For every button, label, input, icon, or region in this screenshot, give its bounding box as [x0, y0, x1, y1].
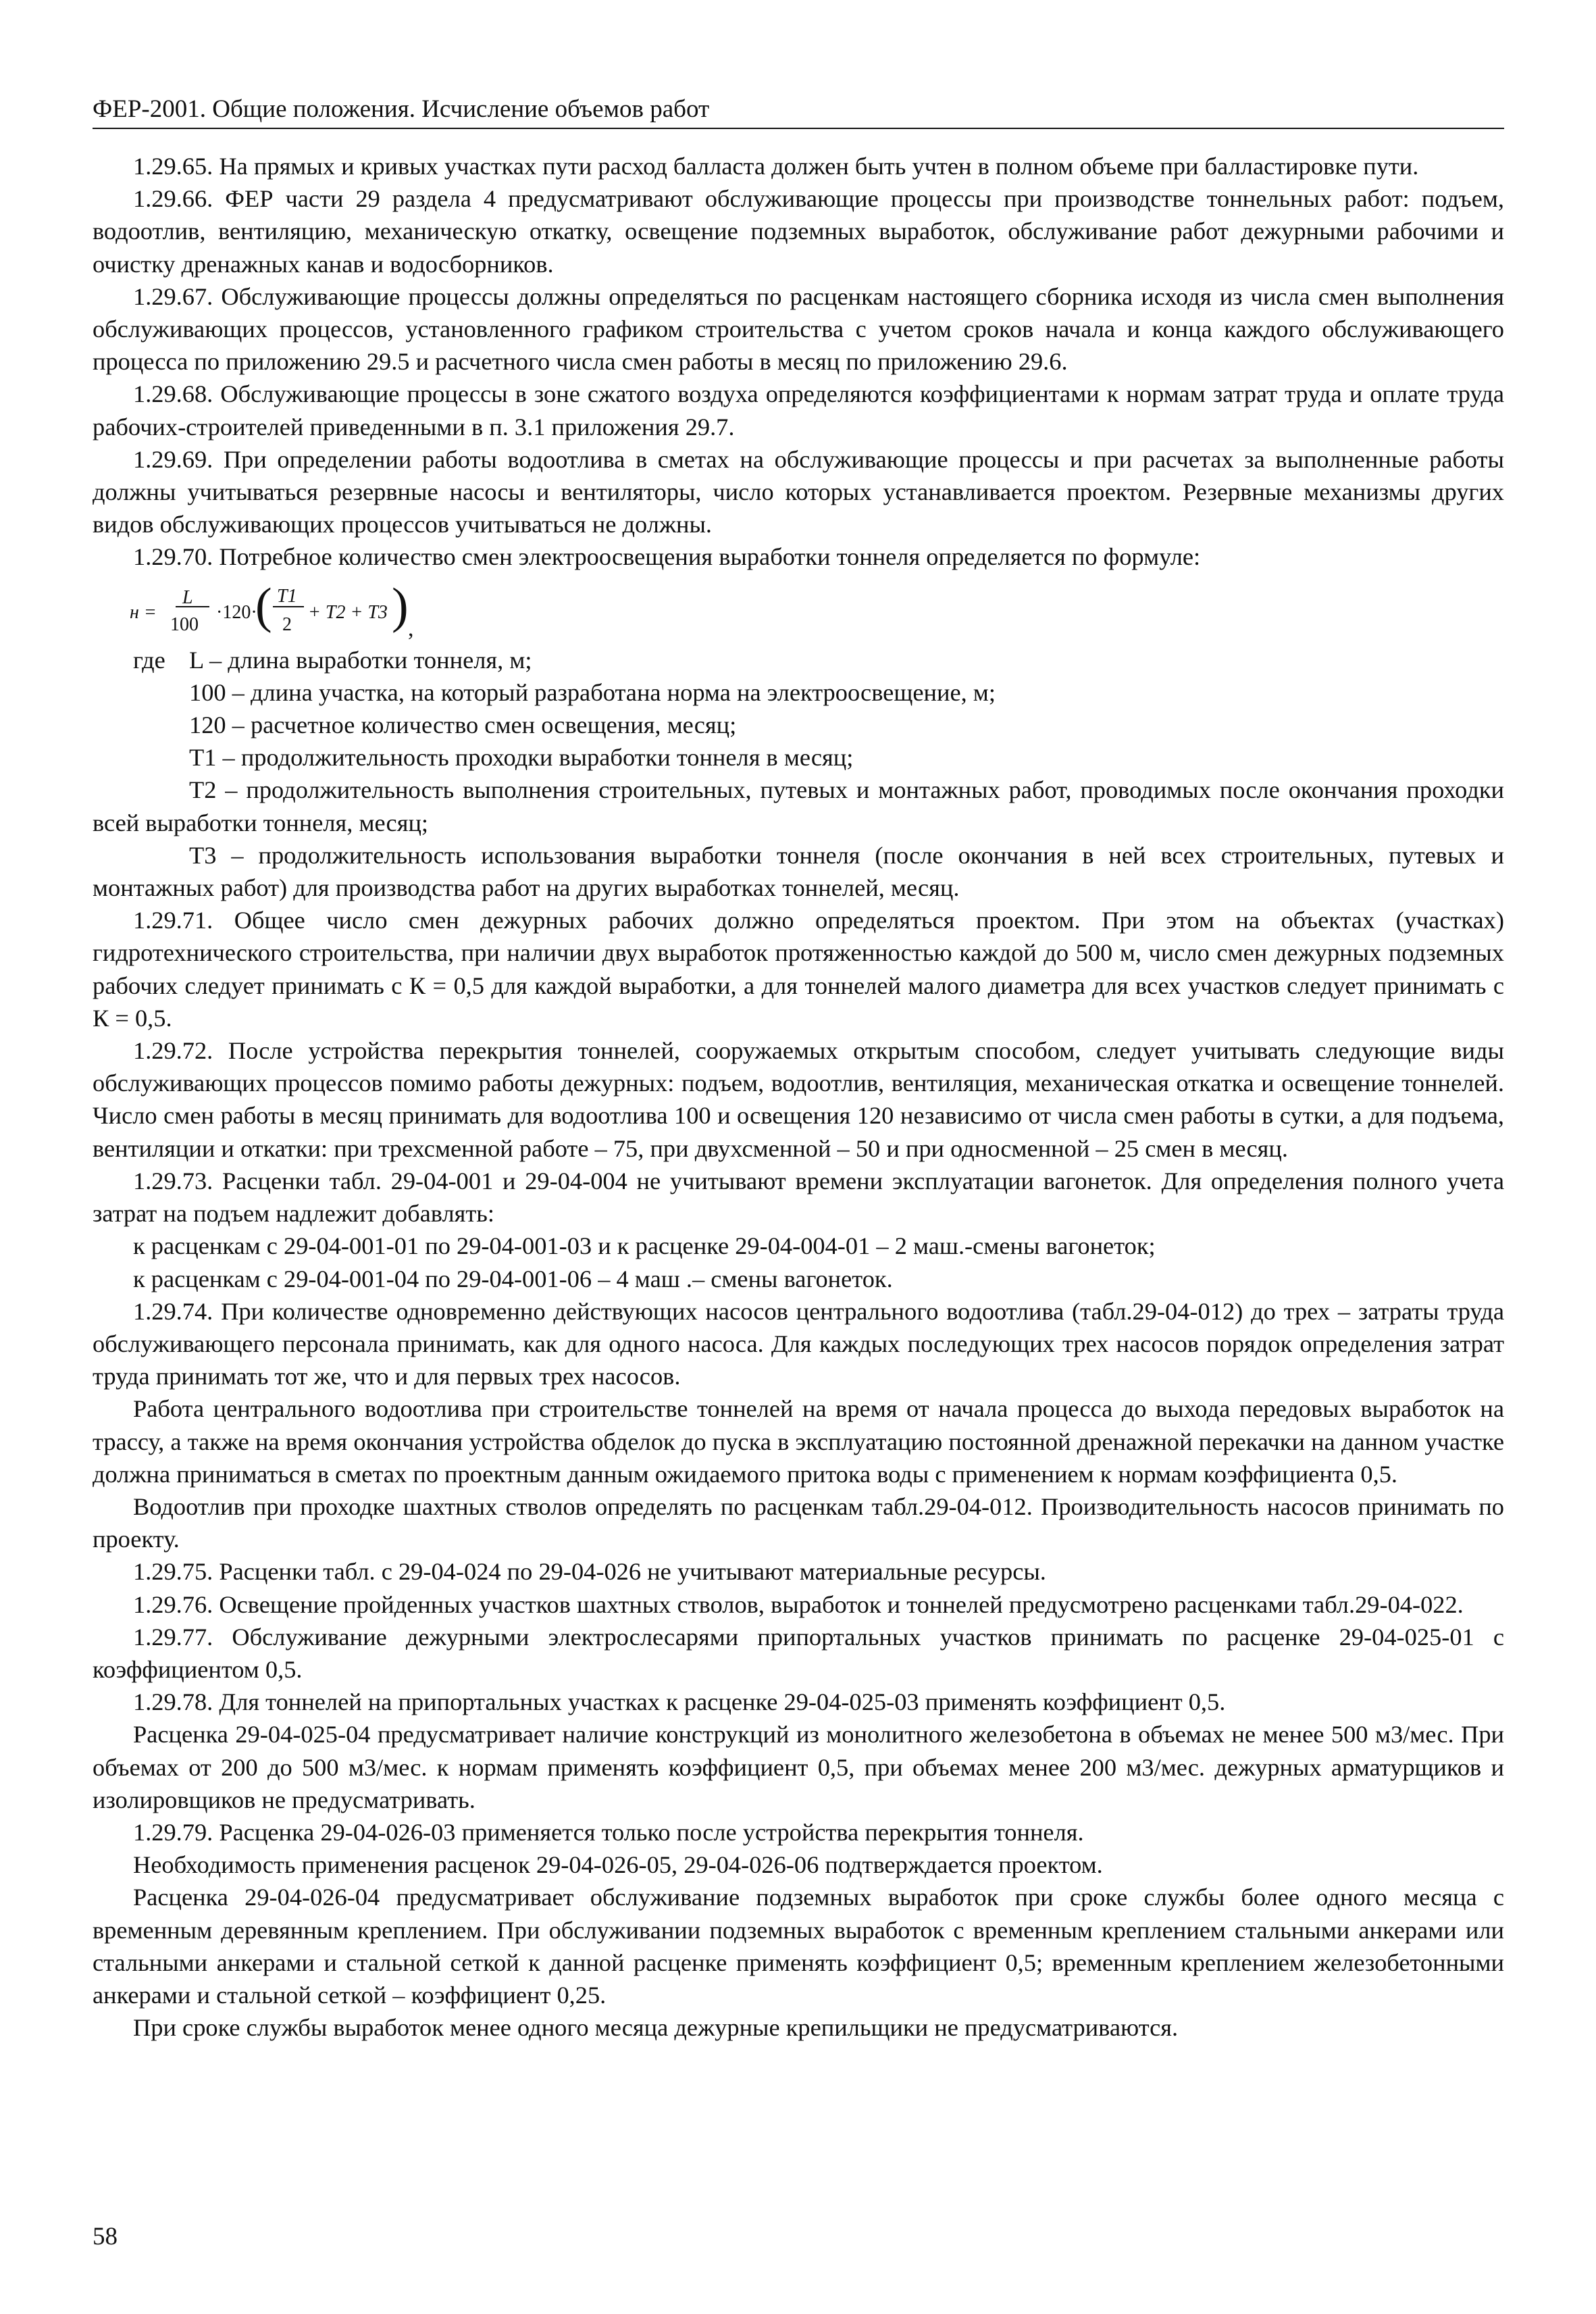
- paragraph: 1.29.72. После устройства перекрытия тоннелей, сооружаемых открытым способом, следует учитывать следующие виды обслуживающих процессов помимо работы дежурных: подъем, водоотлив, вентиляция, механическая откатка и освещение тоннелей. Число смен работы в месяц принимать для водоотлива 100 и освещения 120 независимо от числа смен работы в сутки, а для подъема, вентиляции и откатки: при трехсменной работе – 75, при двухсменной – 50 и при односменной – 25 смен в месяц.: [93, 1037, 1504, 1162]
- paragraph: 1.29.68. Обслуживающие процессы в зоне сжатого воздуха определяются коэффициентами к нормам затрат труда и оплате труда рабочих-строителей приведенными в п. 3.1 приложения 29.7.: [93, 380, 1504, 441]
- formula-two: 2: [282, 613, 292, 635]
- paragraph: 1.29.71. Общее число смен дежурных рабочих должно определяться проектом. При этом на объектах (участках) гидротехнического строительства, при наличии двух выработок протяженностью каждой до 500 м, число смен дежурных подземных рабочих следует принимать с К = 0,5 для каждой выработки, а для тоннелей малого диаметра для всех участков следует принимать с К = 0,5.: [93, 907, 1504, 1032]
- definition-item: T1 – продолжительность проходки выработки тоннеля в месяц;: [189, 744, 854, 772]
- paragraph: 1.29.69. При определении работы водоотлива в сметах на обслуживающие процессы и при расчетах за выполненные работы должны учитываться резервные насосы и вентиляторы, число которых устанавливается проектом. Резервные механизмы других видов обслуживающих процессов учитываться не должны.: [93, 445, 1504, 538]
- definition-item: L – длина выработки тоннеля, м;: [189, 646, 532, 674]
- paragraph: 1.29.75. Расценки табл. с 29-04-024 по 29-04-026 не учитывают материальные ресурсы.: [133, 1558, 1046, 1586]
- fraction-bar: [176, 606, 209, 607]
- formula-lhs: н =: [130, 601, 157, 623]
- definition-item: 120 – расчетное количество смен освещения, месяц;: [189, 711, 737, 739]
- paragraph: к расценкам с 29-04-001-04 по 29-04-001-06 – 4 маш .– смены вагонеток.: [133, 1265, 893, 1292]
- definition-item: T2 – продолжительность выполнения строительных, путевых и монтажных работ, проводимых после окончания проходки всей выработки тоннеля, месяц;: [93, 776, 1504, 836]
- formula-tail: + T2 + T3: [308, 601, 388, 623]
- document-body: [93, 150, 1504, 2044]
- paragraph: Водоотлив при проходке шахтных стволов определять по расценкам табл.29-04-012. Производительность насосов принимать по проекту.: [93, 1492, 1504, 1553]
- right-paren: ): [392, 578, 409, 634]
- formula-t1: T1: [277, 585, 297, 607]
- fraction-bar: [273, 606, 304, 607]
- paragraph: Работа центрального водоотлива при строительстве тоннелей на время от начала процесса до выхода передовых выработок на трассу, а также на время окончания устройства обделок до пуска в эксплуатацию постоянной дренажной перекачки на данном участке должна приниматься в сметах по проектным данным ожидаемого притока воды с применением к нормам коэффициента 0,5.: [93, 1395, 1504, 1488]
- definitions-block: [93, 644, 1504, 676]
- formula-comma: ,: [408, 615, 414, 641]
- definition-item: T3 – продолжительность использования выработки тоннеля (после окончания в ней всех строительных, путевых и монтажных работ) для производства работ на других выработках тоннелей, месяц.: [93, 841, 1504, 902]
- paragraph: 1.29.77. Обслуживание дежурными электрослесарями припортальных участков принимать по расценке 29-04-025-01 с коэффициентом 0,5.: [93, 1623, 1504, 1683]
- paragraph: 1.29.65. На прямых и кривых участках пути расход балласта должен быть учтен в полном объеме при балластировке пути.: [133, 153, 1419, 180]
- paragraph: При сроке службы выработок менее одного месяца дежурные крепильщики не предусматриваются.: [133, 2014, 1179, 2042]
- where-label: где: [133, 646, 165, 674]
- paragraph: 1.29.73. Расценки табл. 29-04-001 и 29-04-004 не учитывают времени эксплуатации вагонеток. Для определения полного учета затрат на подъем надлежит добавлять:: [93, 1167, 1504, 1228]
- paragraph: 1.29.67. Обслуживающие процессы должны определяться по расценкам настоящего сборника исходя из числа смен выполнения обслуживающих процессов, установленного графиком строительства с учетом сроков начала и конца каждого обслуживающего процесса по приложению 29.5 и расчетного числа смен работы в месяц по приложению 29.6.: [93, 282, 1504, 376]
- page-number: 58: [93, 2223, 118, 2250]
- paragraph: Расценка 29-04-026-04 предусматривает обслуживание подземных выработок при сроке службы более одного месяца с временным деревянным креплением. При обслуживании подземных выработок с временным креплением стальными анкерами или стальными анкерами и стальной сеткой к данной расценке применять коэффициент 0,5; временным креплением железобетонными анкерами и стальной сеткой – коэффициент 0,25.: [93, 1884, 1504, 2009]
- page-header: ФЕР-2001. Общие положения. Исчисление объемов работ: [93, 94, 1504, 129]
- formula: [130, 578, 1504, 643]
- definition-item: 100 – длина участка, на который разработана норма на электроосвещение, м;: [189, 678, 996, 706]
- paragraph: 1.29.78. Для тоннелей на припортальных участках к расценке 29-04-025-03 применять коэффициент 0,5.: [133, 1688, 1226, 1716]
- paragraph: Необходимость применения расценок 29-04-026-05, 29-04-026-06 подтверждается проектом.: [133, 1851, 1103, 1879]
- paragraph: 1.29.74. При количестве одновременно действующих насосов центрального водоотлива (табл.29-04-012) до трех – затраты труда обслуживающего персонала принимать, как для одного насоса. Для каждых последующих трех насосов порядок определения затрат труда принимать тот же, что и для первых трех насосов.: [93, 1297, 1504, 1390]
- paragraph: к расценкам с 29-04-001-01 по 29-04-001-03 и к расценке 29-04-004-01 – 2 маш.-смены вагонеток;: [133, 1232, 1156, 1260]
- formula-numerator: L: [182, 586, 193, 608]
- formula-denominator: 100: [170, 613, 199, 635]
- paragraph: 1.29.70. Потребное количество смен электроосвещения выработки тоннеля определяется по формуле:: [133, 543, 1201, 571]
- paragraph: 1.29.66. ФЕР части 29 раздела 4 предусматривают обслуживающие процессы при производстве тоннельных работ: подъем, водоотлив, вентиляцию, механическую откатку, освещение подземных выработок, обслуживание работ дежурными рабочими и очистку дренажных канав и водосборников.: [93, 185, 1504, 278]
- paragraph: Расценка 29-04-025-04 предусматривает наличие конструкций из монолитного железобетона в объемах не менее 500 м3/мес. При объемах от 200 до 500 м3/мес. к нормам применять коэффициент 0,5, при объемах менее 200 м3/мес. дежурных арматурщиков и изолировщиков не предусматривать.: [93, 1721, 1504, 1813]
- paragraph: 1.29.76. Освещение пройденных участков шахтных стволов, выработок и тоннелей предусмотрено расценками табл.29-04-022.: [133, 1590, 1464, 1618]
- left-paren: (: [255, 578, 272, 634]
- formula-multiplier: ·120·: [216, 601, 257, 623]
- paragraph: 1.29.79. Расценка 29-04-026-03 применяется только после устройства перекрытия тоннеля.: [133, 1818, 1084, 1846]
